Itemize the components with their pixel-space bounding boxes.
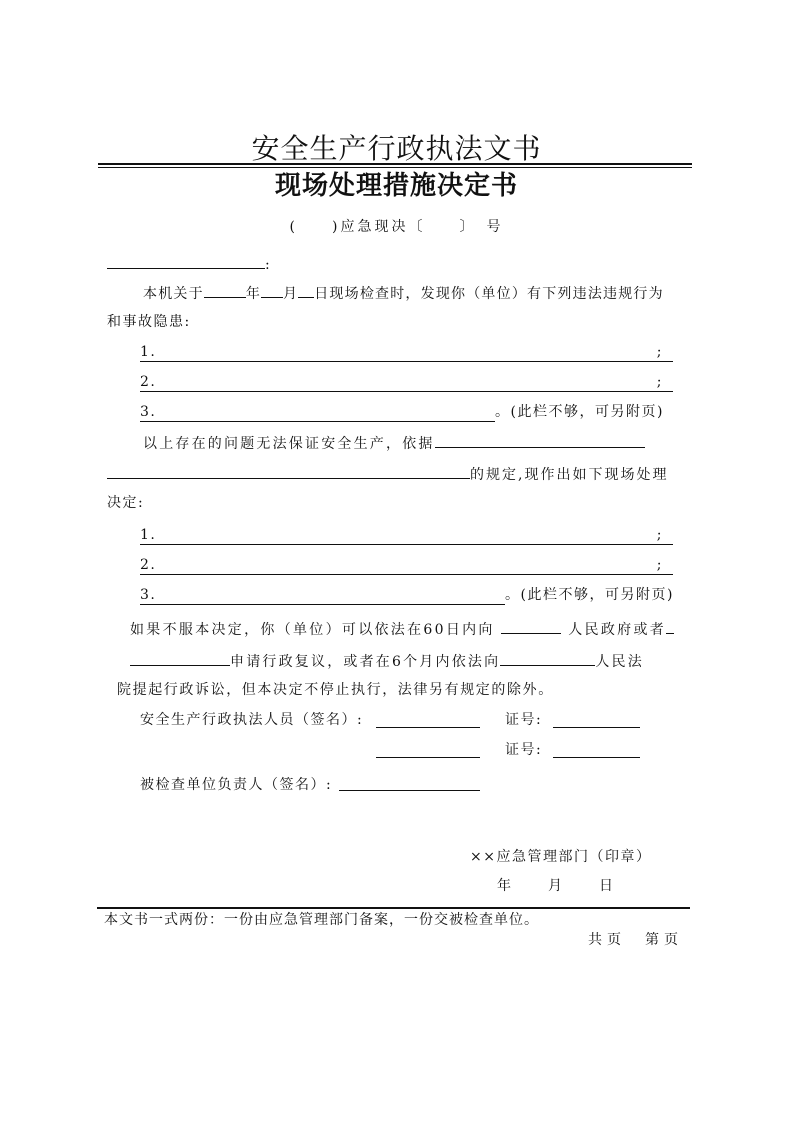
officer-signature-field-2[interactable] [376, 743, 480, 758]
paragraph-inspection-cont: 和事故隐患: [107, 314, 191, 330]
document-number: ( )应急现决〔 〕 号 [289, 219, 504, 235]
footer-note: 本文书一式两份：一份由应急管理部门备案，一份交被检查单位。 [104, 912, 539, 928]
paragraph-appeal-cont [130, 651, 644, 671]
paragraph-basis-cont2: 决定: [107, 495, 145, 511]
text: 以上存在的问题无法保证安全生产，依据 [143, 436, 435, 452]
legal-basis-field-2[interactable] [107, 464, 470, 479]
text: 的规定,现作出如下现场处理 [470, 467, 669, 483]
item-number: 1. [140, 344, 157, 360]
legal-basis-field[interactable] [435, 433, 645, 448]
form-title: 现场处理措施决定书 [274, 171, 518, 201]
addressee-line [107, 254, 271, 274]
decision-item-3[interactable] [140, 586, 674, 605]
text: 月 [283, 286, 299, 302]
document-title: 安全生产行政执法文书 [251, 132, 542, 165]
text: 。(此栏不够，可另附页) [505, 587, 674, 603]
item-number: 2. [140, 557, 157, 573]
violation-item-3[interactable] [140, 403, 664, 422]
agency-field[interactable] [666, 619, 674, 634]
text: 人民法 [595, 654, 644, 670]
page-count: 共页 第页 [588, 932, 683, 948]
text: 如果不服本决定，你（单位）可以依法在60日内向 [130, 622, 495, 638]
text: 申请行政复议，或者在6个月内依法向 [230, 654, 501, 670]
text: ; [656, 527, 663, 543]
text: 本机关于 [143, 286, 204, 302]
date-text: 年 月 日 [497, 878, 616, 894]
officer-signature-field-1[interactable] [376, 713, 480, 728]
year-field[interactable] [204, 283, 246, 298]
decision-item-1[interactable] [140, 526, 673, 545]
text: 人民政府或者 [568, 622, 667, 638]
violation-item-2[interactable] [140, 373, 673, 392]
month-field[interactable] [261, 283, 283, 298]
review-agency-field[interactable] [130, 651, 230, 666]
decision-item-2[interactable] [140, 556, 673, 575]
cert-number-field-2[interactable] [553, 743, 640, 758]
footer-rule [97, 907, 690, 909]
text: ; [656, 374, 663, 390]
item-number: 2. [140, 374, 157, 390]
colon: : [265, 257, 272, 273]
court-field[interactable] [500, 651, 595, 666]
seal-text: ××应急管理部门（印章） [470, 849, 652, 865]
paragraph-appeal [130, 619, 674, 639]
title-double-rule [98, 163, 692, 168]
addressee-field[interactable] [107, 254, 265, 269]
item-number: 3. [140, 586, 505, 605]
cert-label-2: 证号: [505, 742, 543, 758]
paragraph-inspection [143, 283, 664, 303]
government-field[interactable] [501, 619, 561, 634]
item-number: 3. [140, 403, 495, 422]
text: 年 [245, 286, 262, 302]
text: ; [656, 344, 663, 360]
cert-number-field-1[interactable] [553, 713, 640, 728]
item-number: 1. [140, 527, 157, 543]
inspected-signature-field[interactable] [339, 776, 480, 791]
paragraph-basis-cont [107, 464, 668, 484]
paragraph-appeal-cont2: 院提起行政诉讼，但本决定不停止执行，法律另有规定的除外。 [117, 682, 554, 698]
text: 日现场检查时，发现你（单位）有下列违法违规行为 [314, 286, 664, 302]
inspected-signature-label: 被检查单位负责人（签名）: [140, 777, 333, 793]
officer-signature-label: 安全生产行政执法人员（签名）: [140, 712, 364, 728]
paragraph-basis [143, 433, 645, 453]
violation-item-1[interactable] [140, 343, 673, 362]
text: 。(此栏不够，可另附页) [495, 404, 664, 420]
cert-label-1: 证号: [505, 712, 543, 728]
text: ; [656, 557, 663, 573]
day-field[interactable] [298, 283, 314, 298]
